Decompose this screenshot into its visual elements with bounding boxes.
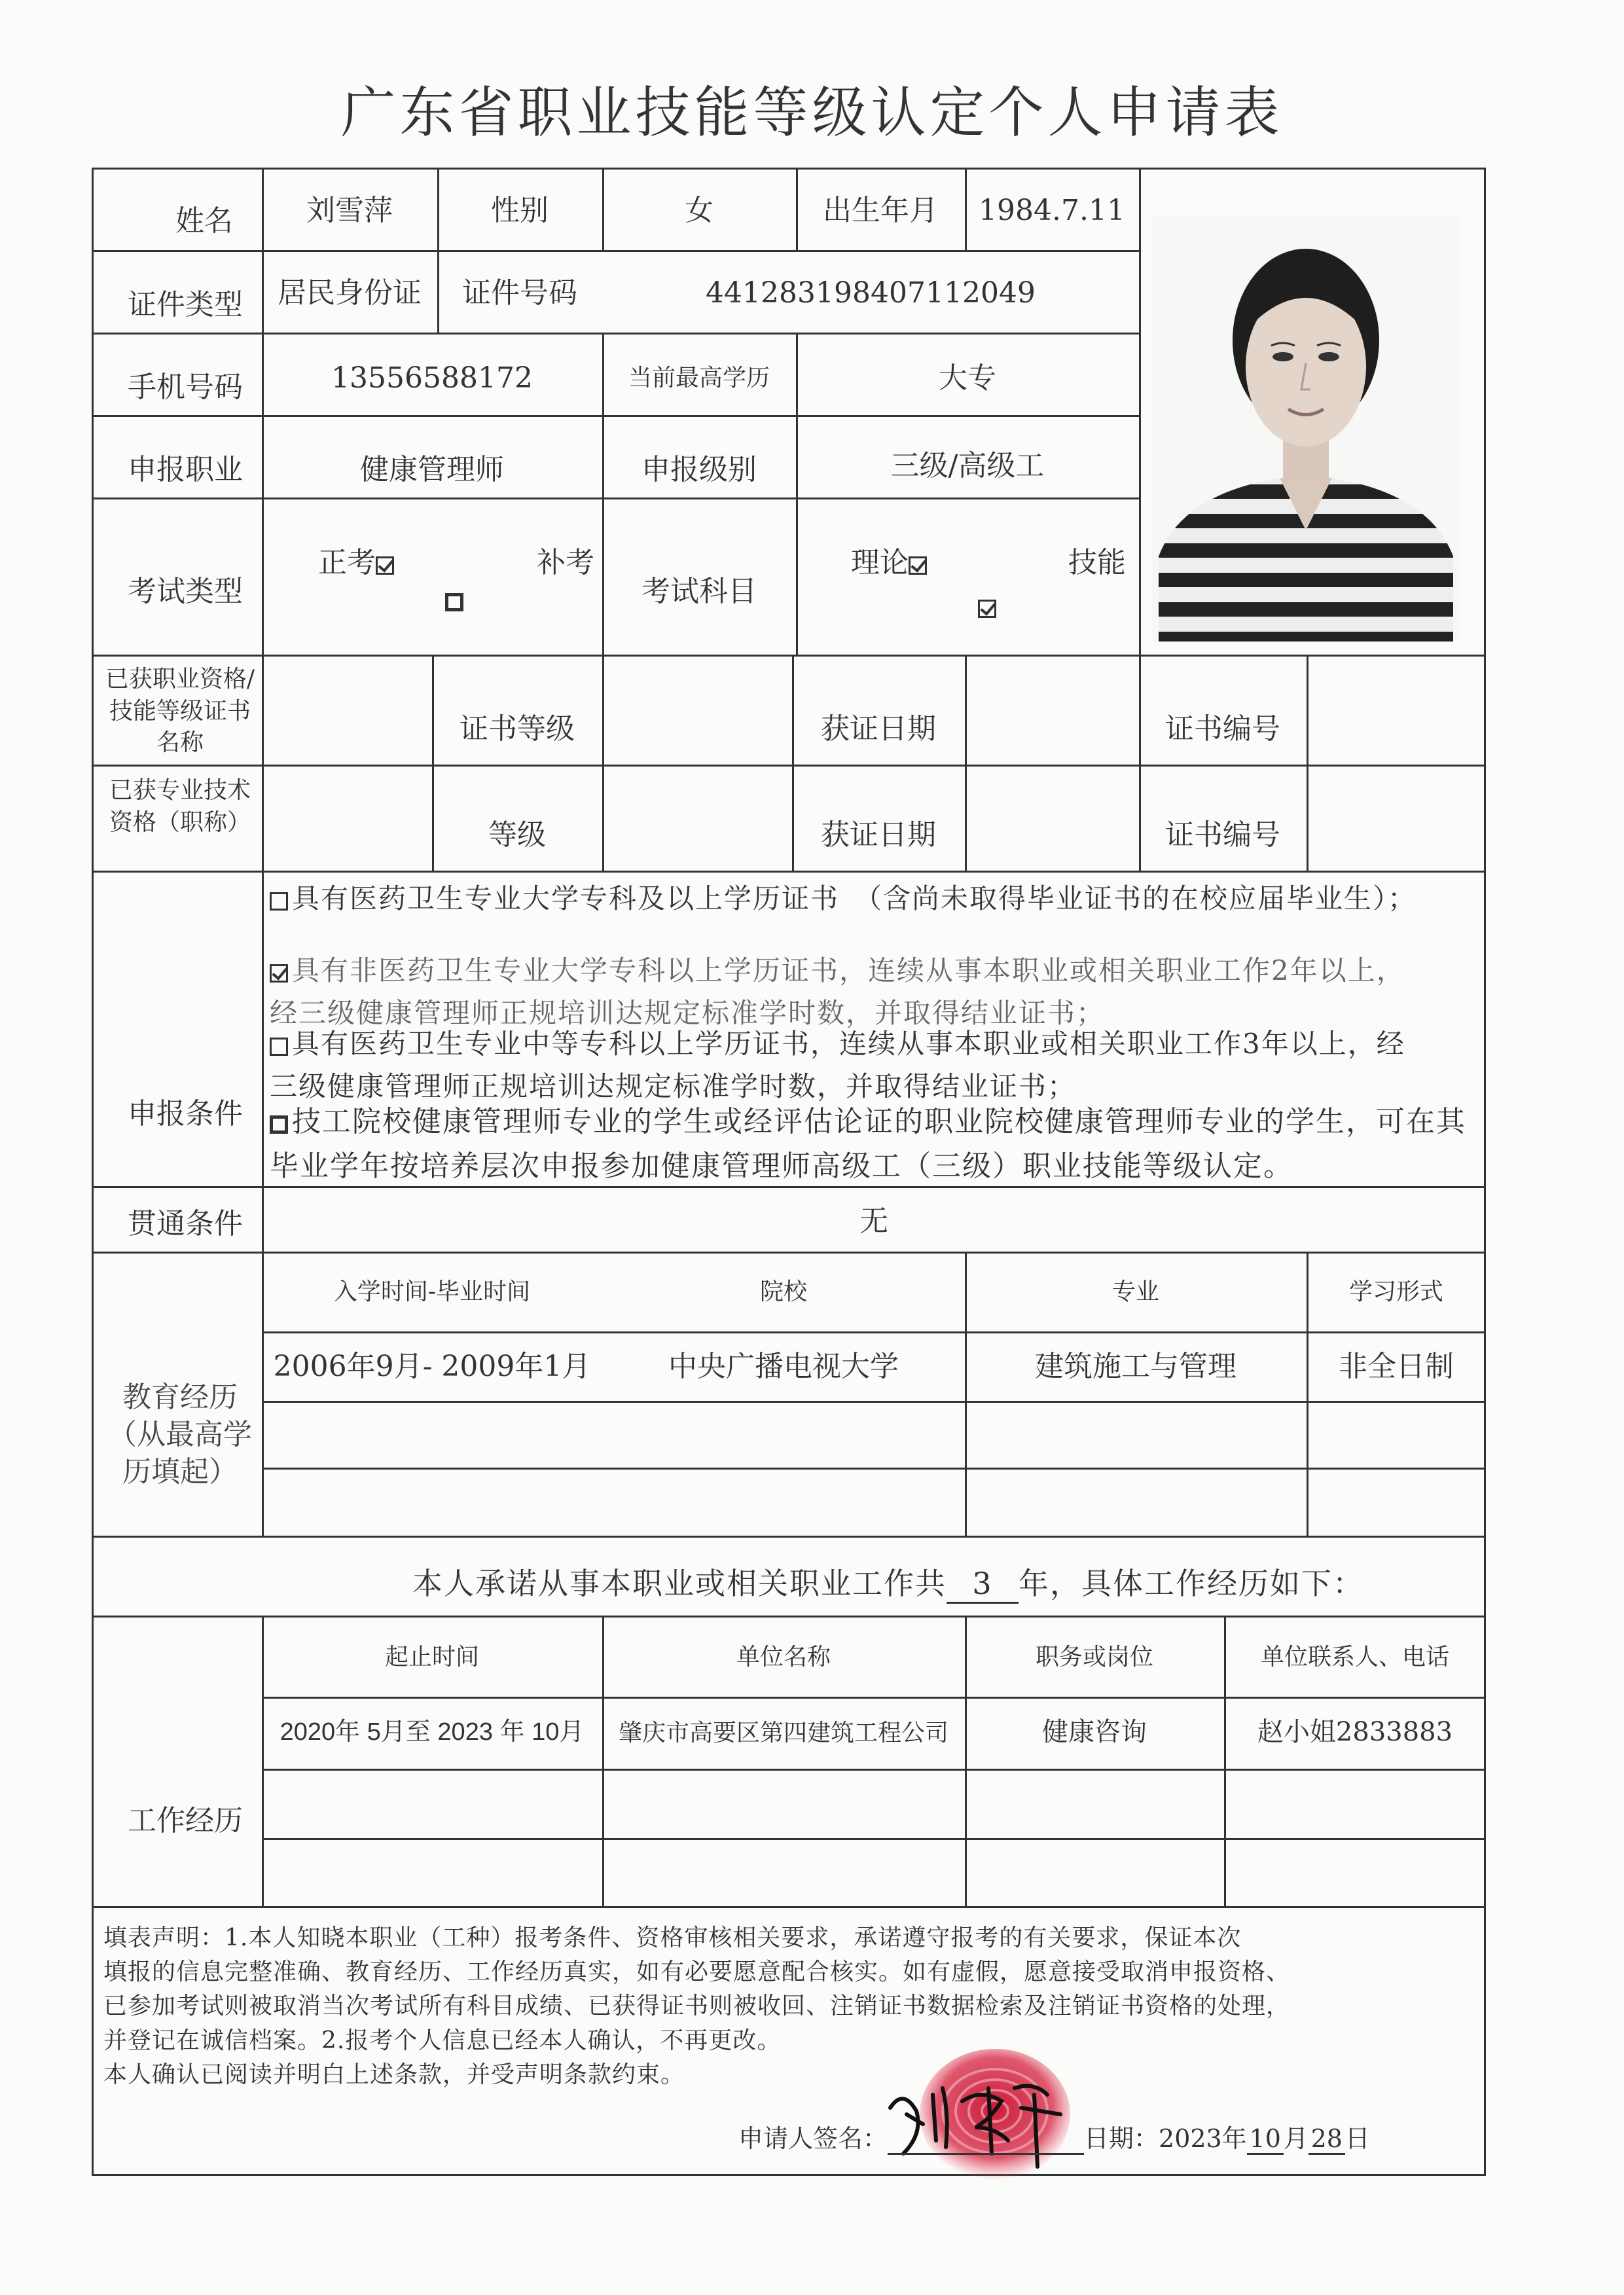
edu-row-mode: 非全日制 — [1339, 1350, 1454, 1383]
id-no-value: 441283198407112049 — [706, 276, 1036, 310]
declaration-line-5: 本人确认已阅读并明白上述条款，并受声明条款约束。 — [103, 2061, 685, 2088]
cert-row1-label: 已获职业资格/技能等级证书名称 — [105, 666, 255, 757]
name-value: 刘雪萍 — [306, 194, 393, 227]
condition-4-checkbox[interactable] — [270, 1115, 288, 1134]
exam-type-label: 考试类型 — [128, 575, 243, 608]
exam-regular-checkbox[interactable] — [376, 556, 394, 575]
level-label: 申报级别 — [641, 453, 757, 486]
work-row-contact: 赵小姐2833883 — [1257, 1717, 1453, 1747]
work-row-period: 2020年 5月至 2023 年 10月 — [280, 1718, 585, 1746]
date-day-suffix: 日 — [1344, 2124, 1370, 2153]
edu-row-major: 建筑施工与管理 — [1035, 1350, 1236, 1383]
name-label: 姓名 — [175, 204, 233, 238]
condition-item-1[interactable] — [270, 877, 1474, 920]
phone-label: 手机号码 — [128, 370, 243, 404]
declaration-line-3: 已参加考试则被取消当次考试所有科目成绩、已获得证书则被收回、注销证书数据检索及注销证书资格的处理， — [103, 1993, 1291, 2020]
declaration-line-4: 并登记在诚信档案。2.报考个人信息已经本人确认，不再更改。 — [103, 2027, 782, 2054]
work-row-company: 肇庆市高要区第四建筑工程公司 — [618, 1720, 948, 1746]
exam-subject-label: 考试科目 — [641, 575, 757, 608]
edu-header-period: 入学时间-毕业时间 — [333, 1278, 531, 1305]
condition-item-4[interactable] — [270, 1100, 1487, 1189]
condition-4-text: 技工院校健康管理师专业的学生或经评估论证的职业院校健康管理师专业的学生，可在其毕业学年按培养层次申报参加健康管理师高级工（三级）职业技能等级认定。 — [270, 1105, 1466, 1184]
date-day: 28 — [1308, 2124, 1345, 2155]
through-value: 无 — [859, 1204, 888, 1238]
form-title: 广东省职业技能等级认定个人申请表 — [340, 81, 1284, 145]
declaration-line-2: 填报的信息完整准确、教育经历、工作经历真实，如有必要愿意配合核实。如有虚假，愿意接受取消申报资格、 — [103, 1959, 1291, 1986]
exam-regular-label: 正考 — [318, 546, 376, 579]
condition-item-2[interactable] — [270, 949, 1422, 1034]
cert-row1-no-label: 证书编号 — [1165, 712, 1280, 746]
work-header-position: 职务或岗位 — [1035, 1644, 1153, 1671]
through-label: 贯通条件 — [128, 1207, 243, 1240]
gender-label: 性别 — [491, 194, 549, 227]
work-statement-prefix: 本人承诺从事本职业或相关职业工作共 — [412, 1566, 947, 1601]
exam-theory-checkbox[interactable] — [909, 556, 927, 575]
birth-label: 出生年月 — [823, 194, 938, 227]
work-years: 3 — [947, 1566, 1019, 1604]
cert-row2-date-label: 获证日期 — [821, 818, 936, 852]
work-statement-suffix: 年，具体工作经历如下： — [1019, 1566, 1364, 1601]
id-no-label: 证件号码 — [462, 276, 577, 310]
signer-label: 申请人签名： — [738, 2124, 888, 2153]
date-month-suffix: 月 — [1283, 2124, 1308, 2153]
exam-makeup-checkbox[interactable] — [445, 593, 463, 611]
work-header-company: 单位名称 — [736, 1644, 831, 1671]
condition-1-text: 具有医药卫生专业大学专科及以上学历证书 （含尚未取得毕业证书的在校应届毕业生）； — [292, 882, 1417, 914]
date-year: 2023年 — [1159, 2124, 1247, 2153]
condition-1-checkbox[interactable] — [270, 892, 288, 911]
edu-header-major: 专业 — [1111, 1278, 1159, 1305]
cert-row1-date-label: 获证日期 — [821, 712, 936, 746]
exam-makeup-label: 补考 — [537, 546, 594, 579]
work-header-period: 起止时间 — [384, 1644, 479, 1671]
cert-row2-no-label: 证书编号 — [1165, 818, 1280, 852]
work-label: 工作经历 — [128, 1804, 243, 1837]
phone-value: 13556588172 — [331, 361, 533, 395]
signature-line[interactable] — [888, 2127, 1084, 2155]
exam-regular-option[interactable] — [318, 546, 398, 581]
signature-row — [738, 2118, 1370, 2155]
exam-theory-option[interactable] — [851, 546, 931, 581]
cert-row2-level-label: 等级 — [488, 818, 546, 852]
edu-value: 大专 — [939, 361, 996, 395]
work-statement — [412, 1566, 1364, 1604]
education-label: 教育经历（从最高学历填起） — [108, 1381, 252, 1489]
condition-2-text: 具有非医药卫生专业大学专科以上学历证书，连续从事本职业或相关职业工作2年以上，经三级健康管理师正规培训达规定标准学时数，并取得结业证书； — [270, 954, 1405, 1030]
date-label: 日期： — [1084, 2124, 1159, 2153]
edu-label: 当前最高学历 — [628, 365, 770, 391]
condition-3-checkbox[interactable] — [270, 1038, 288, 1056]
level-value: 三级/高级工 — [890, 449, 1045, 482]
gender-value: 女 — [685, 194, 713, 227]
condition-2-checkbox[interactable] — [270, 964, 288, 983]
edu-header-mode: 学习形式 — [1348, 1278, 1443, 1305]
condition-item-3[interactable] — [270, 1022, 1422, 1108]
applicant-photo — [1152, 216, 1460, 642]
edu-row-period: 2006年9月- 2009年1月 — [273, 1350, 591, 1383]
id-type-value: 居民身份证 — [278, 276, 422, 310]
edu-header-school: 院校 — [759, 1278, 807, 1305]
exam-skill-checkbox[interactable] — [978, 600, 996, 618]
condition-3-text: 具有医药卫生专业中等专科以上学历证书，连续从事本职业或相关职业工作3年以上，经三级健康管理师正规培训达规定标准学时数，并取得结业证书； — [270, 1028, 1405, 1103]
conditions-label: 申报条件 — [128, 1097, 243, 1130]
work-row-position: 健康咨询 — [1042, 1717, 1147, 1747]
work-header-contact: 单位联系人、电话 — [1260, 1644, 1449, 1671]
exam-theory-label: 理论 — [851, 546, 909, 579]
edu-row-school: 中央广播电视大学 — [668, 1350, 899, 1383]
declaration-line-1: 填表声明：1.本人知晓本职业（工种）报考条件、资格审核相关要求，承诺遵守报考的有关要求，保证本次 — [103, 1925, 1242, 1951]
birth-value: 1984.7.11 — [979, 194, 1125, 227]
date-month: 10 — [1247, 2124, 1284, 2155]
occupation-label: 申报职业 — [128, 453, 243, 486]
occupation-value: 健康管理师 — [360, 453, 504, 486]
declaration — [103, 1921, 1471, 2092]
cert-row2-label: 已获专业技术资格（职称） — [109, 777, 251, 836]
cert-row1-level-label: 证书等级 — [460, 712, 575, 746]
handwritten-signature — [877, 2062, 1093, 2173]
exam-skill-label: 技能 — [1068, 546, 1126, 579]
id-type-label: 证件类型 — [128, 288, 243, 321]
